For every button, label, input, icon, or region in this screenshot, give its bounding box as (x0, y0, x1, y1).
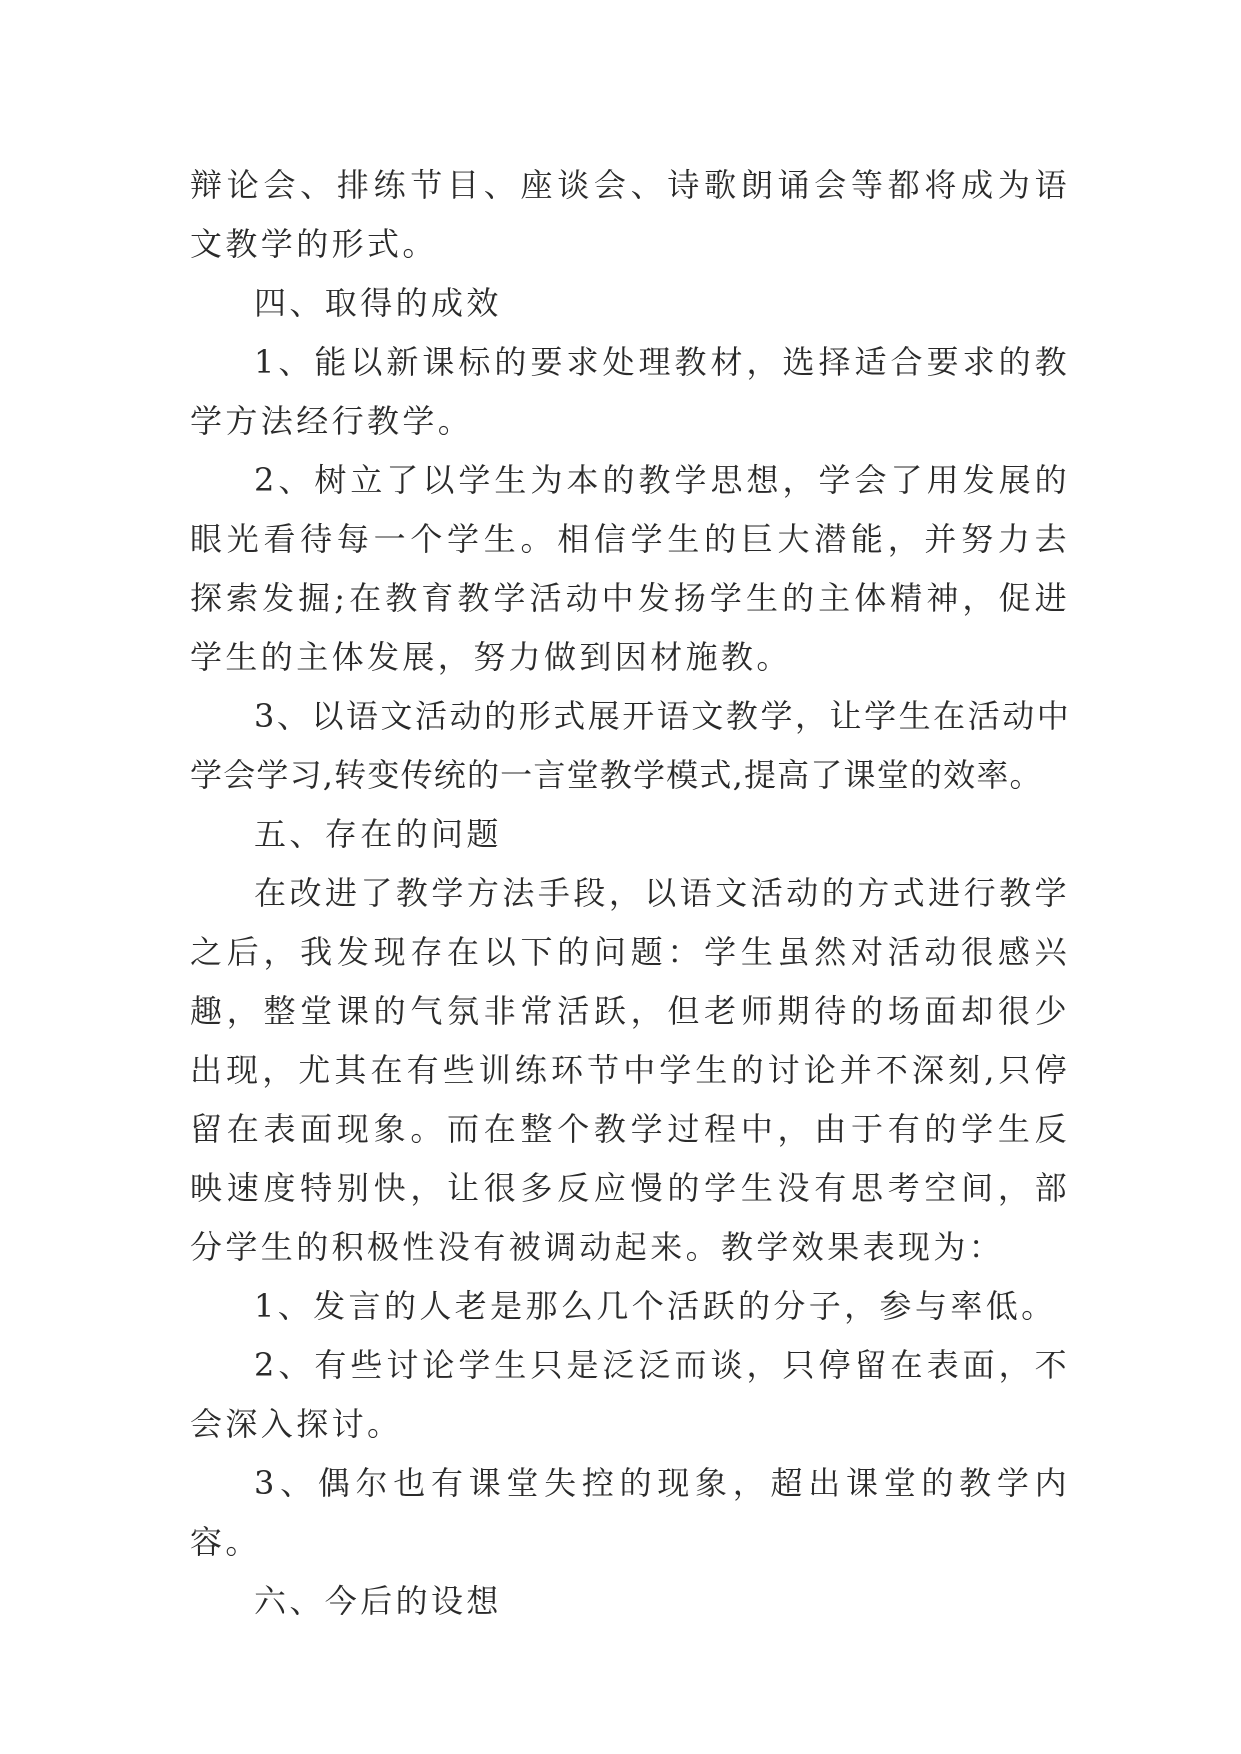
paragraph-problem-1: 1、发言的人老是那么几个活跃的分子，参与率低。 (254, 1287, 1057, 1325)
section-heading-achievements: 四、取得的成效 (254, 284, 502, 322)
section-heading-future-plans: 六、今后的设想 (254, 1582, 502, 1620)
paragraph-achievement-3: 3、以语文活动的形式展开语文教学，让学生在活动中学会学习,转变传统的一言堂教学模式,提高了课堂的效率。 (190, 697, 1070, 794)
paragraph-continuation: 辩论会、排练节目、座谈会、诗歌朗诵会等都将成为语文教学的形式。 (190, 166, 1070, 263)
document-body (190, 156, 1070, 1631)
section-heading-problems: 五、存在的问题 (254, 815, 502, 853)
paragraph-problems-intro: 在改进了教学方法手段，以语文活动的方式进行教学之后，我发现存在以下的问题：学生虽然对活动很感兴趣，整堂课的气氛非常活跃，但老师期待的场面却很少出现，尤其在有些训练环节中学生的讨论并不深刻,只停留在表面现象。而在整个教学过程中，由于有的学生反映速度特别快，让很多反应慢的学生没有思考空间，部分学生的积极性没有被调动起来。教学效果表现为： (190, 874, 1070, 1266)
paragraph-achievement-1: 1、能以新课标的要求处理教材，选择适合要求的教学方法经行教学。 (190, 343, 1070, 440)
paragraph-achievement-2: 2、树立了以学生为本的教学思想，学会了用发展的眼光看待每一个学生。相信学生的巨大潜能，并努力去探索发掘;在教育教学活动中发扬学生的主体精神，促进学生的主体发展，努力做到因材施教。 (190, 461, 1070, 676)
paragraph-problem-2: 2、有些讨论学生只是泛泛而谈，只停留在表面，不会深入探讨。 (190, 1346, 1070, 1443)
paragraph-problem-3: 3、偶尔也有课堂失控的现象，超出课堂的教学内容。 (190, 1464, 1070, 1561)
